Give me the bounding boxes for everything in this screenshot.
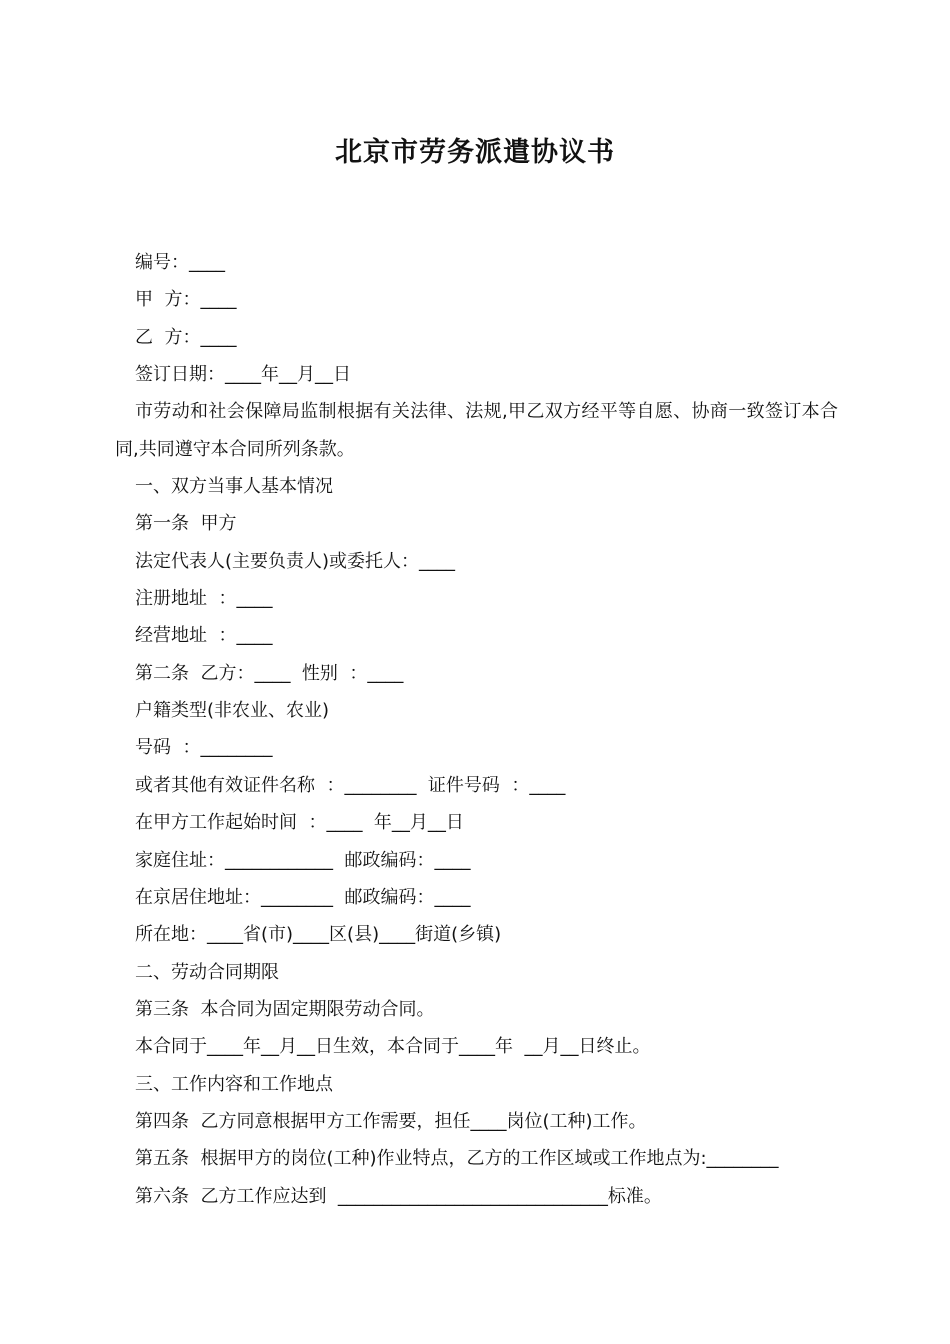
legal-representative-line: 法定代表人(主要负责人)或委托人：____ [135, 550, 456, 572]
household-type-line: 户籍类型(非农业、农业) [135, 700, 330, 722]
section-heading-1: 一、双方当事人基本情况 [135, 476, 333, 498]
preamble-paragraph: 市劳动和社会保障局监制根据有关法律、法规,甲乙双方经平等自愿、协商一致签订本合同,共同遵守本合同所列条款。 [115, 401, 838, 460]
registered-address-line: 注册地址 ：____ [135, 588, 273, 610]
signing-date-line: 签订日期：____年__月__日 [135, 364, 351, 386]
business-address-line: 经营地址 ：____ [135, 625, 273, 647]
article-5-line: 第五条 根据甲方的岗位(工种)作业特点，乙方的工作区域或工作地点为:________ [135, 1148, 779, 1170]
article-1-line: 第一条 甲方 [135, 513, 237, 535]
article-2-line: 第二条 乙方：____ 性别 ：____ [135, 662, 404, 684]
section-heading-2: 二、劳动合同期限 [135, 961, 279, 983]
beijing-address-line: 在京居住地址：________ 邮政编码：____ [135, 886, 471, 908]
party-b-line: 乙 方：____ [135, 326, 237, 348]
party-a-line: 甲 方：____ [135, 289, 237, 311]
home-address-line: 家庭住址：____________ 邮政编码：____ [135, 849, 471, 871]
id-number-line: 号码 ：________ [135, 737, 273, 759]
start-time-line: 在甲方工作起始时间 ：____ 年__月__日 [135, 812, 464, 834]
other-id-line: 或者其他有效证件名称 ：________ 证件号码 ：____ [135, 774, 566, 796]
contract-term-line: 本合同于____年__月__日生效，本合同于____年 __月__日终止。 [135, 1036, 651, 1058]
article-4-line: 第四条 乙方同意根据甲方工作需要，担任____岗位(工种)工作。 [135, 1110, 647, 1132]
contract-number-line: 编号：____ [135, 252, 225, 273]
location-line: 所在地：____省(市)____区(县)____街道(乡镇) [135, 924, 502, 946]
article-6-line: 第六条 乙方工作应达到 ______________________________标准。 [135, 1185, 662, 1207]
document-title: 北京市劳务派遣协议书 [335, 137, 615, 168]
document-body [0, 244, 950, 1215]
section-heading-3: 三、工作内容和工作地点 [135, 1073, 333, 1095]
article-3-line: 第三条 本合同为固定期限劳动合同。 [135, 998, 435, 1020]
